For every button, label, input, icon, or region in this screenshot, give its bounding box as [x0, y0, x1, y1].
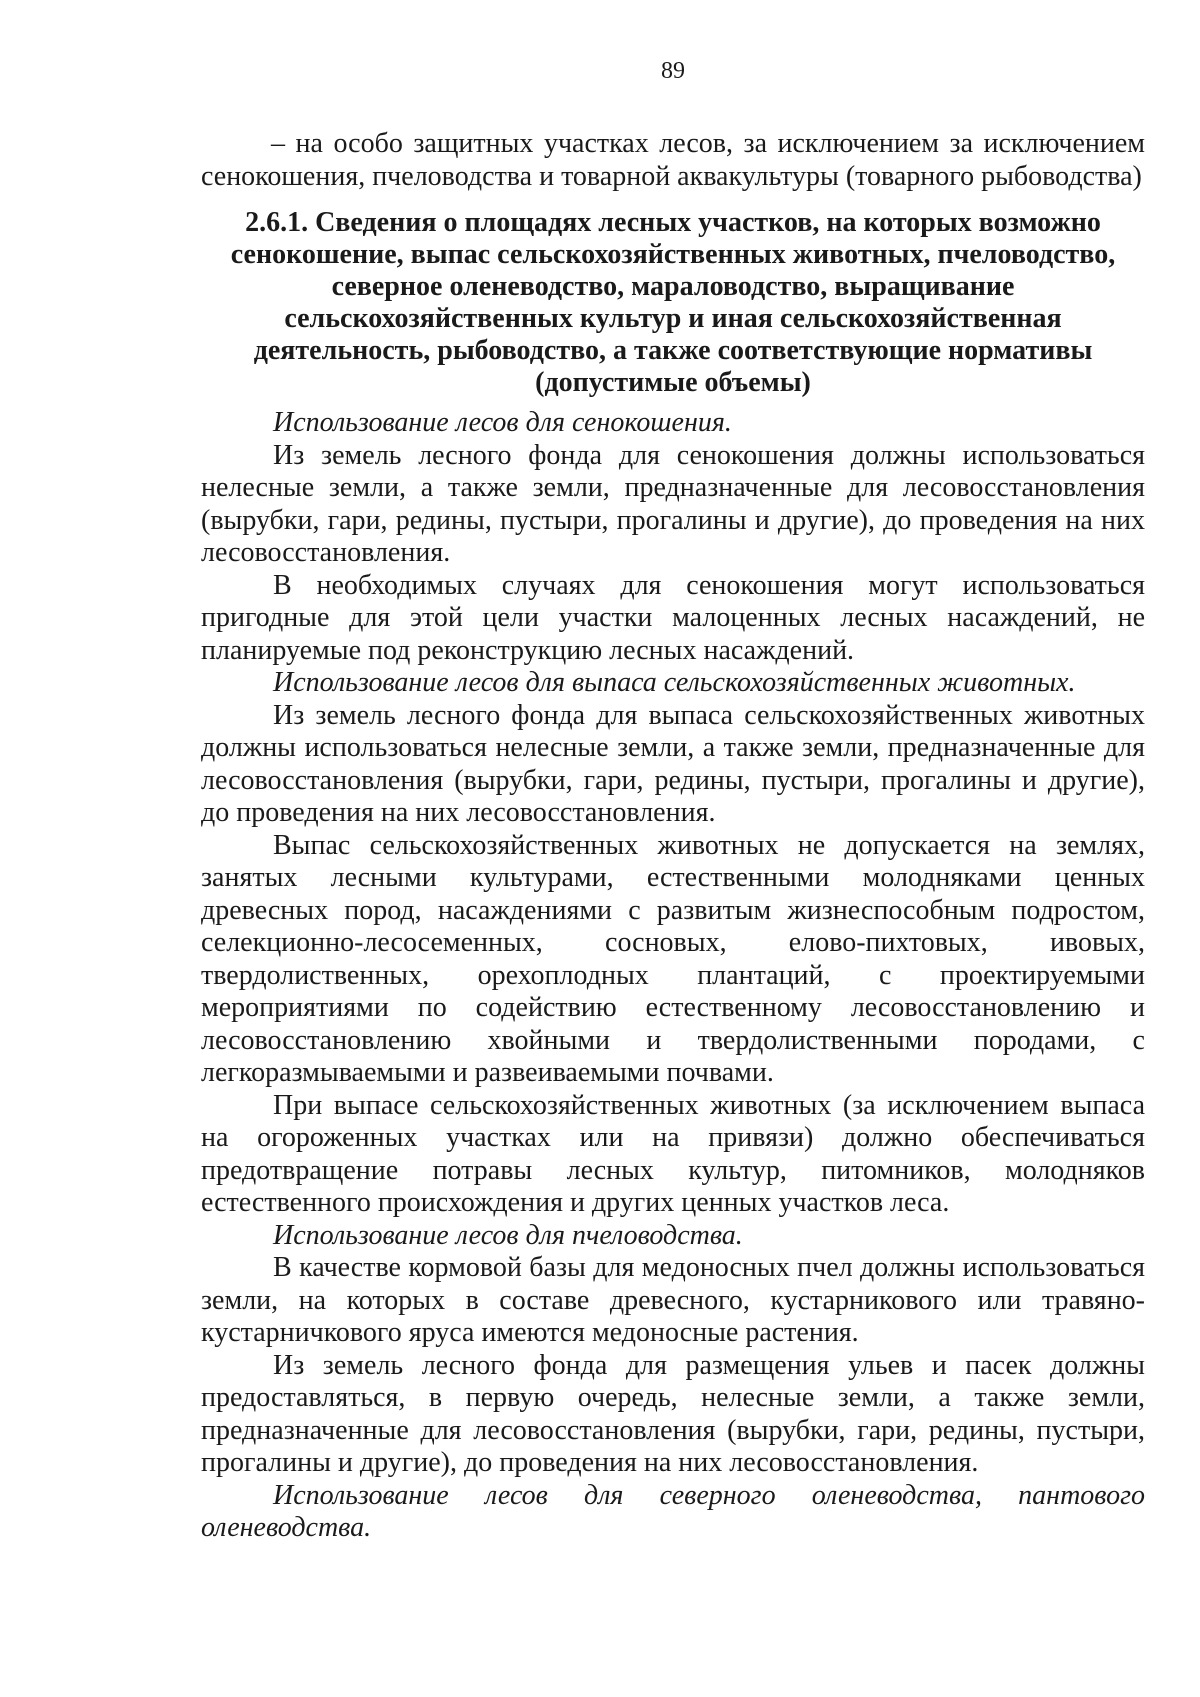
subsection-title-reindeer: Использование лесов для северного оленеводства, пантового оленеводства. [201, 1479, 1145, 1543]
paragraph: Из земель лесного фонда для выпаса сельскохозяйственных животных должны использоваться нелесные земли, а также земли, предназначенные для лесовосстановления (вырубки, гари, редины, пустыри, прогалины и другие), до проведения на них лесовосстановления. [201, 699, 1145, 828]
paragraph: Из земель лесного фонда для размещения ульев и пасек должны предоставляться, в первую очередь, нелесные земли, а также земли, предназначенные для лесовосстановления (вырубки, гари, редины, пустыри, прогалины и другие), до проведения на них лесовосстановления. [201, 1349, 1145, 1478]
document-page [201, 50, 1145, 1545]
section-heading: 2.6.1. Сведения о площадях лесных участков, на которых возможно сенокошение, выпас сельскохозяйственных животных, пчеловодство, северное оленеводство, мараловодство, выращивание сельскохозяйственных культур и иная сельскохозяйственная деятельность, рыбоводство, а также соответствующие нормативы (допустимые объемы) [230, 207, 1116, 398]
subsection-title-grazing: Использование лесов для выпаса сельскохозяйственных животных. [273, 667, 1076, 698]
subsection-title-haymaking: Использование лесов для сенокошения. [273, 407, 732, 438]
list-item: – на особо защитных участках лесов, за исключением за исключением сенокошения, пчеловодства и товарной аквакультуры (товарного рыбоводства) [201, 128, 1145, 192]
page-number: 89 [661, 58, 685, 84]
paragraph: Выпас сельскохозяйственных животных не допускается на землях, занятых лесными культурами, естественными молодняками ценных древесных пород, насаждениями с развитым жизнеспособным подростом, селекционно-лесосеменных, сосновых, елово-пихтовых, ивовых, твердолиственных, орехоплодных плантаций, с проектируемыми мероприятиями по содействию естественному лесовосстановлению и лесовосстановлению хвойными и твердолиственными породами, с легкоразмываемыми и развеиваемыми почвами. [201, 829, 1145, 1088]
paragraph: В необходимых случаях для сенокошения могут использоваться пригодные для этой цели участки малоценных лесных насаждений, не планируемые под реконструкцию лесных насаждений. [201, 569, 1145, 666]
paragraph: Из земель лесного фонда для сенокошения должны использоваться нелесные земли, а также земли, предназначенные для лесовосстановления (вырубки, гари, редины, пустыри, прогалины и другие), до проведения на них лесовосстановления. [201, 439, 1145, 568]
subsection-title-beekeeping: Использование лесов для пчеловодства. [273, 1219, 743, 1251]
paragraph: При выпасе сельскохозяйственных животных (за исключением выпаса на огороженных участках или на привязи) должно обеспечиваться предотвращение потравы лесных культур, питомников, молодняков естественного происхождения и других ценных участков леса. [201, 1089, 1145, 1218]
paragraph: В качестве кормовой базы для медоносных пчел должны использоваться земли, на которых в составе древесного, кустарникового или травяно-кустарничкового яруса имеются медоносные растения. [201, 1252, 1145, 1348]
